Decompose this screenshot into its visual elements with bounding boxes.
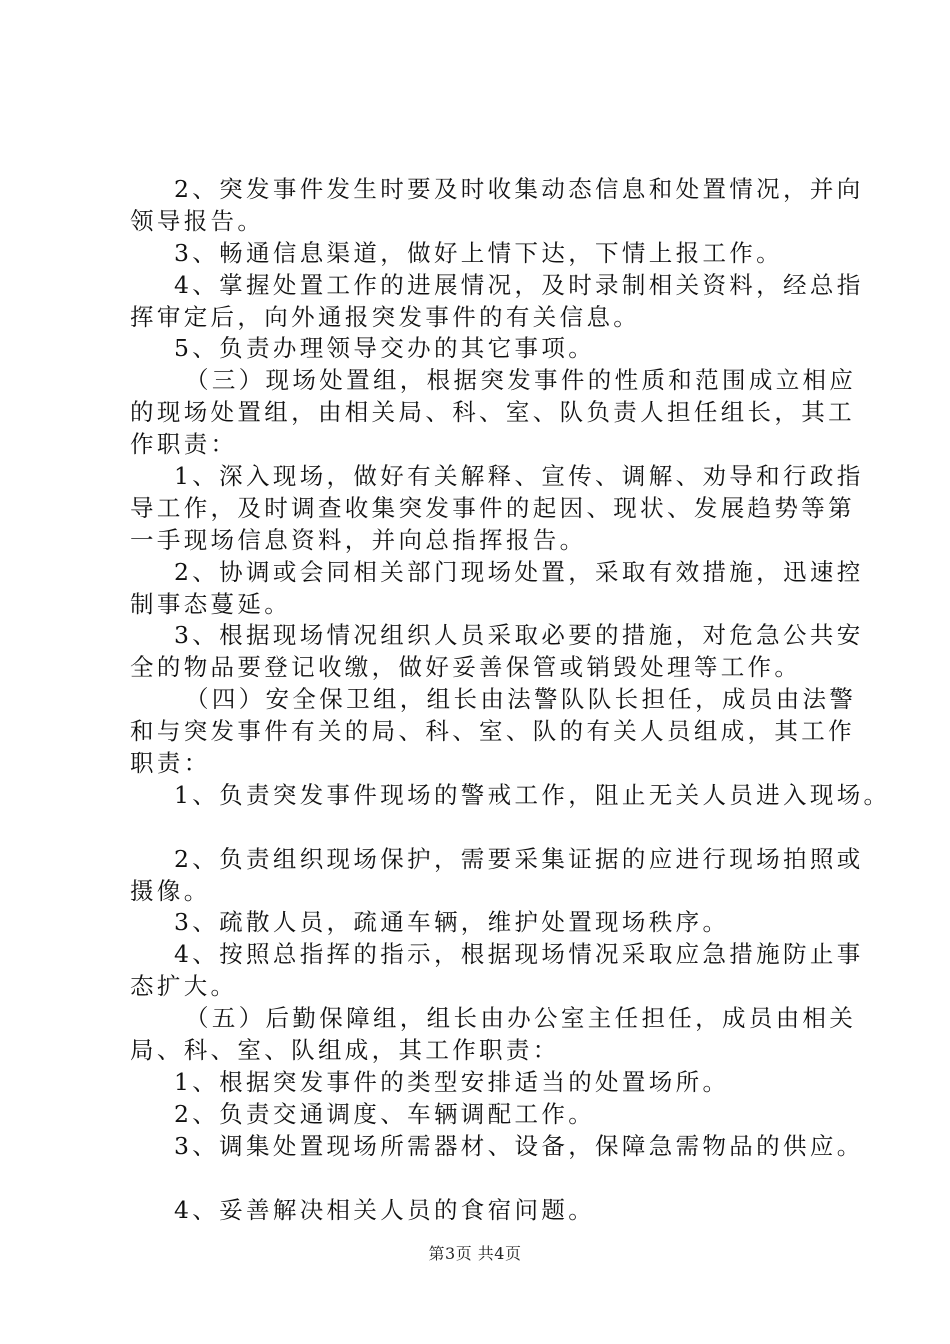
page-footer: 第3页 共4页 — [428, 1244, 522, 1263]
blank-line — [174, 812, 844, 844]
text-line: 的现场处置组，由相关局、科、室、队负责人担任组长，其工 — [130, 398, 855, 427]
text-line: 2、突发事件发生时要及时收集动态信息和处置情况，并向 — [174, 175, 864, 203]
text-line: （五）后勤保障组，组长由办公室主任担任，成员由相关 — [185, 1004, 857, 1033]
text-line: 5、负责办理领导交办的其它事项。 — [174, 334, 596, 363]
text-line: 挥审定后，向外通报突发事件的有关信息。 — [130, 302, 641, 331]
text-line: 2、负责交通调度、车辆调配工作。 — [174, 1099, 596, 1128]
text-line: 1、深入现场，做好有关解释、宣传、调解、劝导和行政指 — [174, 462, 864, 491]
text-line: 3、畅通信息渠道，做好上情下达，下情上报工作。 — [174, 238, 784, 267]
text-line: 摄像。 — [130, 876, 211, 905]
text-line: 3、疏散人员，疏通车辆，维护处置现场秩序。 — [174, 908, 730, 937]
text-line: 1、负责突发事件现场的警戒工作，阻止无关人员进入现场。 — [174, 780, 891, 809]
text-line: 作职责： — [130, 430, 238, 459]
text-line: 领导报告。 — [130, 206, 265, 235]
text-line: 4、掌握处置工作的进展情况，及时录制相关资料，经总指 — [174, 270, 864, 299]
document-body — [130, 174, 891, 1226]
blank-line — [174, 1163, 844, 1195]
text-line: （三）现场处置组，根据突发事件的性质和范围成立相应 — [185, 366, 857, 395]
text-line: 2、负责组织现场保护，需要采集证据的应进行现场拍照或 — [174, 844, 864, 873]
text-line: 态扩大。 — [130, 972, 238, 1001]
text-line: 局、科、室、队组成，其工作职责： — [130, 1036, 560, 1065]
text-line: 4、按照总指挥的指示，根据现场情况采取应急措施防止事 — [174, 940, 864, 969]
text-line: 一手现场信息资料，并向总指挥报告。 — [130, 525, 587, 554]
text-line: 3、调集处置现场所需器材、设备，保障急需物品的供应。 — [174, 1131, 864, 1160]
text-line: （四）安全保卫组，组长由法警队队长担任，成员由法警 — [185, 685, 857, 714]
text-line: 和与突发事件有关的局、科、室、队的有关人员组成，其工作 — [130, 717, 855, 746]
text-line: 导工作，及时调查收集突发事件的起因、现状、发展趋势等第 — [130, 493, 855, 522]
text-line: 制事态蔓延。 — [130, 589, 292, 618]
text-line: 2、协调或会同相关部门现场处置，采取有效措施，迅速控 — [174, 557, 864, 586]
text-line: 4、妥善解决相关人员的食宿问题。 — [174, 1195, 596, 1224]
text-line: 职责： — [130, 749, 211, 778]
text-line: 全的物品要登记收缴，做好妥善保管或销毁处理等工作。 — [130, 653, 802, 682]
text-line: 3、根据现场情况组织人员采取必要的措施，对危急公共安 — [174, 621, 864, 650]
text-line: 1、根据突发事件的类型安排适当的处置场所。 — [174, 1067, 730, 1096]
